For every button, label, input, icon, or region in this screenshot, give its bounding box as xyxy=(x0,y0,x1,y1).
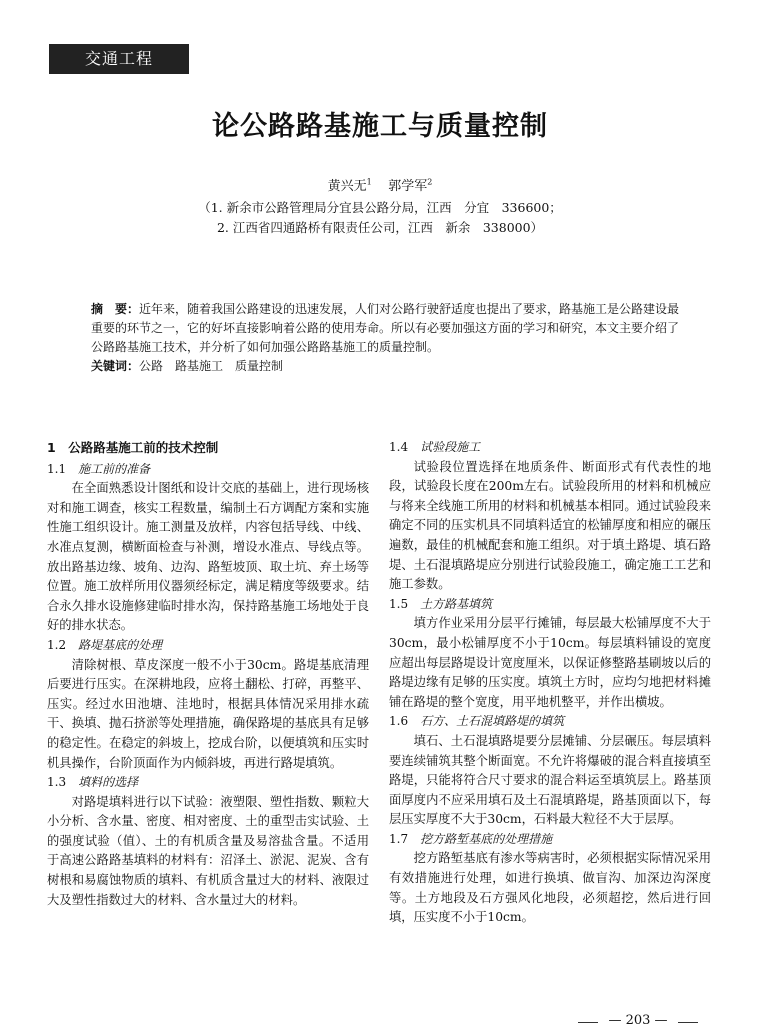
affiliation-1: （1. 新余市公路管理局分宜县公路分局，江西 分宜 336600； xyxy=(198,200,562,215)
author-affil-mark: 1 xyxy=(366,177,372,187)
subsection-number: 1.6 xyxy=(389,714,409,729)
subsection-title: 路堤基底的处理 xyxy=(78,637,163,652)
abstract xyxy=(91,300,681,357)
section-heading: 1 公路路基施工前的技术控制 xyxy=(47,440,219,455)
section-tag: 交通工程 xyxy=(49,44,189,74)
subsection-number: 1.5 xyxy=(389,596,409,611)
keywords-text: 公路 路基施工 质量控制 xyxy=(139,359,284,373)
paragraph: 试验段位置选择在地质条件、断面形式有代表性的地段，试验段长度在200m左右。试验段所用的材料和机械应与将来全线施工所用的材料和机械基本相同。通过试验段来确定不同的压实机具不同填料适宜的松铺厚度和相应的碾压遍数，最佳的机械配套和施工组织。对于填土路堤、填石路堤、土石混填路堤应分别进行试验段施工，确定施工工艺和施工参数。 xyxy=(389,459,711,592)
paragraph: 填方作业采用分层平行摊铺，每层最大松铺厚度不大于30cm，最小松铺厚度不小于10cm。每层填料铺设的宽度应超出每层路堤设计宽度厘米，以保证修整路基刷坡以后的路堤边缘有足够的压实度。填筑土方时，应均匀地把材料摊铺在路堤的整个宽度，用平地机整平，并作出横坡。 xyxy=(389,616,711,709)
subsection-title: 填料的选择 xyxy=(78,775,139,790)
author-name: 郭学军 xyxy=(388,179,428,194)
paragraph: 填石、土石混填路堤要分层摊铺、分层碾压。每层填料要连续铺筑其整个断面宽。不允许将爆破的混合料直接填至路堤，只能将符合尺寸要求的混合料运至填筑层上。路基顶面厚度内不应采用填石及土石混填路堤，路基顶面以下，每层压实厚度不大于30cm，石料最大粒径不大于层厚。 xyxy=(389,733,711,827)
paragraph: 对路堤填料进行以下试验：液塑限、塑性指数、颗粒大小分析、含水量、密度、相对密度、土的重型击实试验、土的强度试验（值）、土的有机质含量及易溶盐含量。不适用于高速公路路基填料的材料有：沼泽土、淤泥、泥炭、含有树根和易腐蚀物质的填料、有机质含量过大的材料、液限过大及塑性指数过大的材料、含水量过大的材料。 xyxy=(47,794,369,907)
paragraph: 清除树根、草皮深度一般不小于30cm。路堤基底清理后要进行压实。在深耕地段，应将土翻松、打碎，再整平、压实。经过水田池塘、洼地时，根据具体情况采用排水疏干、换填、抛石挤淤等处理措施，确保路堤的基底具有足够的稳定性。在稳定的斜坡上，挖成台阶，以便填筑和压实时机具操作，台阶顶面作为内倾斜坡，再进行路堤填筑。 xyxy=(47,657,369,770)
abstract-label: 摘 要： xyxy=(91,302,140,316)
subsection-heading xyxy=(47,460,369,480)
author-affil-mark: 2 xyxy=(427,177,433,187)
subsection-heading xyxy=(47,636,369,656)
paper-title: 论公路路基施工与质量控制 xyxy=(212,111,548,142)
subsection-heading xyxy=(389,712,711,732)
subsection-title: 挖方路堑基底的处理措施 xyxy=(420,831,553,846)
subsection-number: 1.7 xyxy=(389,831,409,846)
subsection-number: 1.1 xyxy=(47,461,67,476)
right-column xyxy=(389,438,711,928)
keywords-label: 关键词： xyxy=(91,359,140,373)
page-number: — 203 — xyxy=(598,1013,678,1028)
subsection-heading xyxy=(47,773,369,793)
subsection-number: 1.3 xyxy=(47,775,67,790)
left-column xyxy=(47,438,369,910)
abstract-block xyxy=(91,300,681,376)
subsection-title: 施工前的准备 xyxy=(78,461,151,476)
subsection-number: 1.4 xyxy=(389,440,409,454)
subsection-heading xyxy=(389,438,711,458)
authors xyxy=(0,175,760,194)
paragraph: 挖方路堑基底有渗水等病害时，必须根据实际情况采用有效措施进行处理，如进行换填、做盲沟、加深边沟深度等。土方地段及石方强风化地段，必须超挖，然后进行回填，压实度不小于10cm。 xyxy=(389,851,711,925)
author-name: 黄兴无 xyxy=(327,179,367,194)
subsection-number: 1.2 xyxy=(47,637,67,652)
keywords xyxy=(91,357,681,376)
abstract-text: 近年来，随着我国公路建设的迅速发展，人们对公路行驶舒适度也提出了要求，路基施工是公路建设最重要的环节之一，它的好坏直接影响着公路的使用寿命。所以有必要加强这方面的学习和研究，本文主要介绍了公路路基施工技术，并分析了如何加强公路路基施工的质量控制。 xyxy=(91,302,680,354)
subsection-heading xyxy=(389,830,711,850)
paragraph: 在全面熟悉设计图纸和设计交底的基础上，进行现场核对和施工调查，核实工程数量，编制土石方调配方案和实施性施工组织设计。施工测量及放样，内容包括导线、中线、水准点复测，横断面检查与补测，增设水准点、导线点等。放出路基边缘、坡角、边沟、路堑坡顶、取土坑、弃土场等位置。施工放样所用仪器须经标定，满足精度等级要求。结合永久排水设施修建临时排水沟，保持路基施工场地处于良好的排水状态。 xyxy=(47,481,369,633)
subsection-title: 试验段施工 xyxy=(420,440,481,454)
subsection-title: 土方路基填筑 xyxy=(420,596,493,611)
subsection-title: 石方、土石混填路堤的填筑 xyxy=(420,714,565,729)
subsection-heading xyxy=(389,595,711,615)
affiliation-2: 2. 江西省四通路桥有限责任公司，江西 新余 338000） xyxy=(216,220,544,235)
